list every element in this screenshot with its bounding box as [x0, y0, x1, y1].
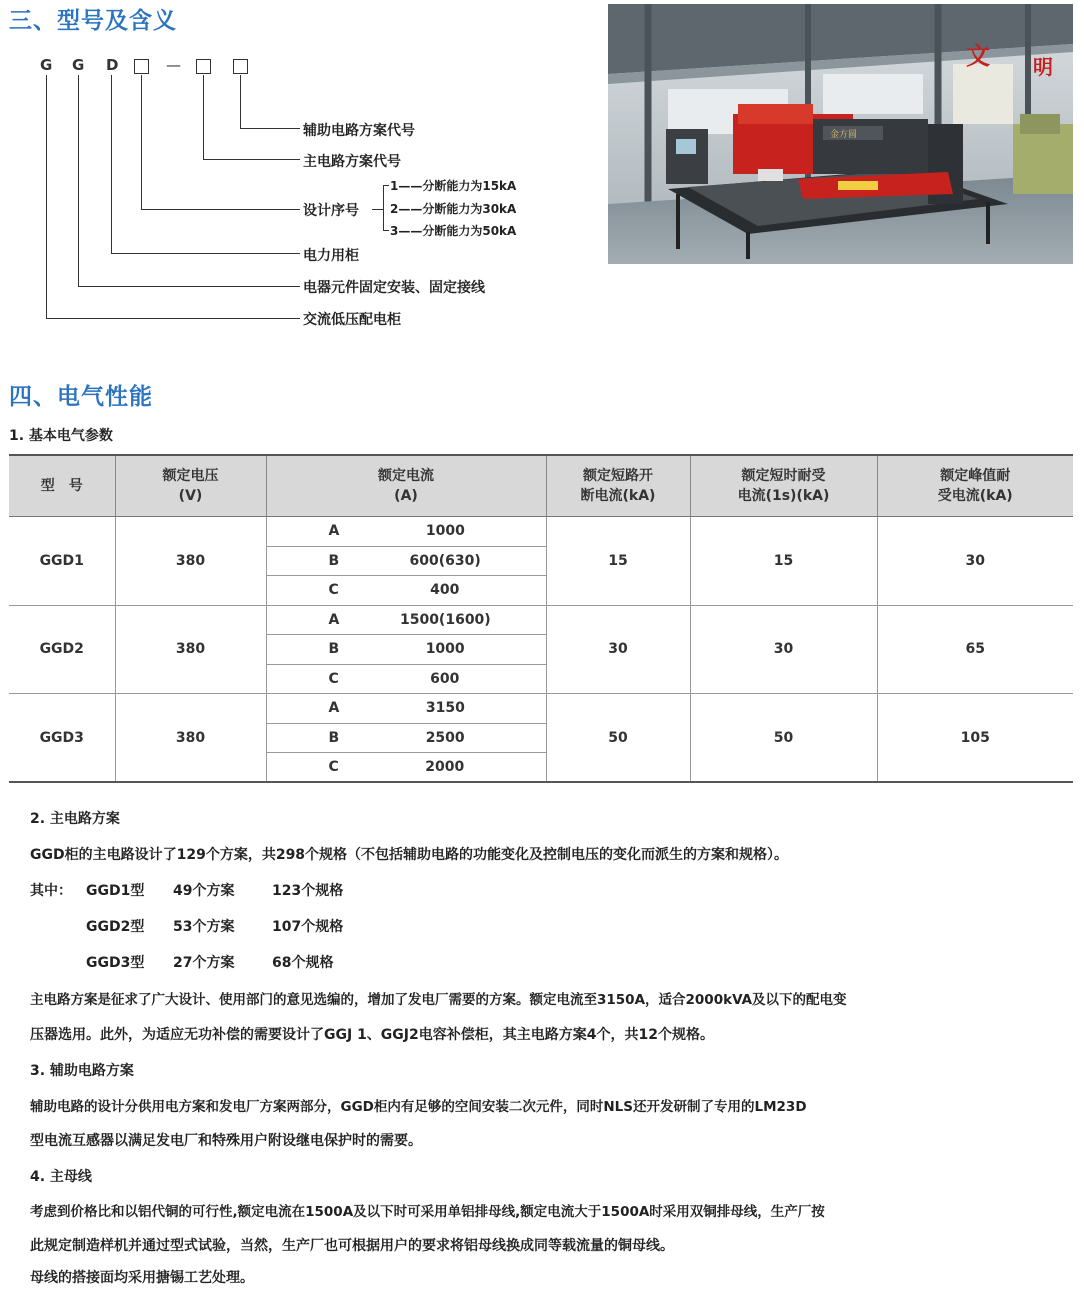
- cell-current: C 600: [266, 664, 546, 694]
- cell-model: GGD1: [9, 517, 115, 606]
- design-bracket-v: [383, 185, 384, 230]
- sub2-heading: 2. 主电路方案: [30, 811, 120, 827]
- cell-current: B 600(630): [266, 546, 546, 576]
- p2-line3b: 压器选用。此外，为适应无功补偿的需要设计了GGJ 1、GGJ2电容补偿柜，其主电路方案4个，共12个规格。: [30, 1027, 714, 1043]
- p4-line2: 此规定制造样机并通过型式试验，当然，生产厂也可根据用户的要求将铝母线换成同等载流量的铜母线。: [30, 1238, 674, 1254]
- p3-line2: 型电流互感器以满足发电厂和特殊用户附设继电保护时的需要。: [30, 1133, 422, 1149]
- electrical-params-table: [9, 456, 1073, 783]
- design-bracket-t1: [383, 185, 389, 186]
- cell-short-time: 15: [690, 517, 877, 606]
- p2-item-specs: 107个规格: [272, 919, 344, 935]
- label-aux-circuit: 辅助电路方案代号: [303, 123, 415, 139]
- table-row: [9, 605, 1073, 635]
- p2-item-schemes: 49个方案: [173, 883, 235, 899]
- label-fixed-install: 电器元件固定安装、固定接线: [303, 280, 485, 296]
- sub3-heading: 3. 辅助电路方案: [30, 1063, 134, 1079]
- cell-voltage: 380: [115, 694, 266, 783]
- th-short-time: 额定短时耐受 电流(1s)(kA): [690, 456, 877, 517]
- p2-item-specs: 123个规格: [272, 883, 344, 899]
- cell-peak: 65: [877, 605, 1073, 694]
- p2-item-model: GGD2型: [86, 919, 145, 935]
- cell-short-time: 30: [690, 605, 877, 694]
- main-circuit-box: [196, 59, 211, 74]
- aux-circuit-box: [233, 59, 248, 74]
- p2-line3a: 主电路方案是征求了广大设计、使用部门的意见选编的，增加了发电厂需要的方案。额定电流至3150A，适合2000kVA及以下的配电变: [30, 992, 847, 1008]
- ac-line-h: [46, 318, 300, 319]
- cell-current: B 1000: [266, 635, 546, 665]
- p2-item-model: GGD3型: [86, 955, 145, 971]
- cell-current: A 3150: [266, 694, 546, 724]
- p2-line1: GGD柜的主电路设计了129个方案，共298个规格（不包括辅助电路的功能变化及控制电压的变化而派生的方案和规格）。: [30, 847, 789, 863]
- table-row: [9, 517, 1073, 547]
- label-design-no: 设计序号: [303, 203, 359, 219]
- power-line-v: [111, 75, 112, 253]
- sub4-heading: 4. 主母线: [30, 1169, 92, 1185]
- cell-current: C 400: [266, 576, 546, 606]
- design-bracket-h: [372, 209, 383, 210]
- th-current: 额定电流 (A): [266, 456, 546, 517]
- p2-prefix: 其中：: [30, 883, 72, 899]
- table-row: [9, 694, 1073, 724]
- table-header-row: [9, 456, 1073, 517]
- code-letter-d: D: [106, 56, 119, 74]
- th-model: 型 号: [9, 456, 115, 517]
- cell-model: GGD2: [9, 605, 115, 694]
- cell-model: GGD3: [9, 694, 115, 783]
- cell-peak: 30: [877, 517, 1073, 606]
- th-short-circuit: 额定短路开 断电流(kA): [546, 456, 690, 517]
- label-main-circuit: 主电路方案代号: [303, 154, 401, 170]
- main-line-v: [203, 75, 204, 159]
- section4-title: 四、电气性能: [9, 384, 153, 410]
- aux-line-v: [240, 75, 241, 128]
- th-peak: 额定峰值耐 受电流(kA): [877, 456, 1073, 517]
- th-voltage: 额定电压 (V): [115, 456, 266, 517]
- design-option-1: 1——分断能力为15kA: [390, 179, 517, 193]
- cell-short-circuit: 15: [546, 517, 690, 606]
- cell-short-circuit: 30: [546, 605, 690, 694]
- cell-voltage: 380: [115, 605, 266, 694]
- code-letter-g1: G: [40, 56, 53, 74]
- punch-press-image: [608, 4, 1073, 264]
- code-dash: —: [166, 56, 181, 74]
- sign-char-2: 明: [1033, 55, 1053, 79]
- p2-item-schemes: 53个方案: [173, 919, 235, 935]
- main-line-h: [203, 159, 300, 160]
- ac-line-v: [46, 75, 47, 318]
- cell-current: A 1000: [266, 517, 546, 547]
- machine-label: 金方圆: [830, 130, 858, 140]
- design-option-2: 2——分断能力为30kA: [390, 202, 517, 216]
- fixed-line-h: [78, 286, 300, 287]
- design-no-box: [134, 59, 149, 74]
- cell-current: C 2000: [266, 753, 546, 783]
- label-ac-lv-cabinet: 交流低压配电柜: [303, 312, 401, 328]
- p3-line1: 辅助电路的设计分供用电方案和发电厂方案两部分，GGD柜内有足够的空间安装二次元件，同时NLS还开发研制了专用的LM23D: [30, 1099, 807, 1115]
- p2-item-specs: 68个规格: [272, 955, 334, 971]
- factory-photo: [608, 4, 1073, 264]
- power-line-h: [111, 253, 300, 254]
- label-power-cabinet: 电力用柜: [303, 248, 359, 264]
- sub1-heading: 1. 基本电气参数: [9, 428, 113, 444]
- cell-current: A 1500(1600): [266, 605, 546, 635]
- aux-line-h: [240, 128, 300, 129]
- p2-item-model: GGD1型: [86, 883, 145, 899]
- fixed-line-v: [78, 75, 79, 286]
- code-letter-g2: G: [72, 56, 85, 74]
- design-line-v: [141, 75, 142, 209]
- cell-peak: 105: [877, 694, 1073, 783]
- sign-char-1: 文: [966, 42, 990, 70]
- design-bracket-t3: [383, 230, 389, 231]
- design-option-3: 3——分断能力为50kA: [390, 224, 517, 238]
- cell-short-time: 50: [690, 694, 877, 783]
- table-bottom-rule: [9, 781, 1073, 783]
- p4-line3: 母线的搭接面均采用搪锡工艺处理。: [30, 1270, 254, 1286]
- cell-short-circuit: 50: [546, 694, 690, 783]
- design-line-h: [141, 209, 300, 210]
- cell-voltage: 380: [115, 517, 266, 606]
- cell-current: B 2500: [266, 723, 546, 753]
- section3-title: 三、型号及含义: [9, 8, 177, 34]
- p2-item-schemes: 27个方案: [173, 955, 235, 971]
- p4-line1: 考虑到价格比和以铝代铜的可行性,额定电流在1500A及以下时可采用单铝排母线,额定电流大于1500A时采用双铜排母线，生产厂按: [30, 1204, 825, 1220]
